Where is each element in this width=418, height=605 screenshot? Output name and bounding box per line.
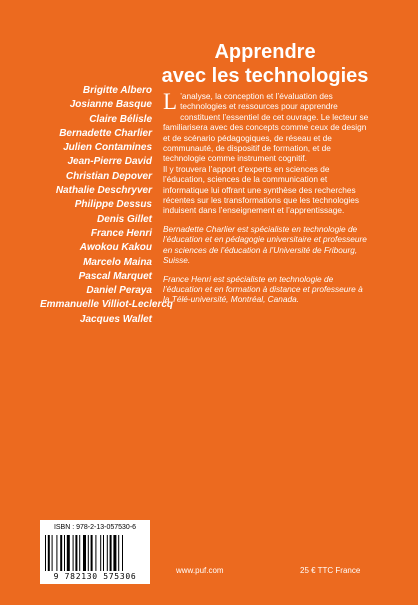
publisher-url[interactable]: www.puf.com [176, 566, 224, 575]
author-name: Brigitte Albero [82, 85, 152, 96]
author-list [40, 84, 174, 327]
author-name: Marcelo Maina [83, 256, 152, 268]
price-label: 25 € TTC France [300, 566, 361, 575]
author-name: Daniel Peraya [86, 285, 152, 297]
intro-text: ’analyse, la conception et l’évaluation des technologies et ressources pour apprendre constituent l’essentiel de cet ouvrage. Le lecteur se familiarisera avec des concepts comme ceux de design et de scénario pédagogiques, de réseau et de communauté, de dispositif de formation, et de technologie comme instrument cognitif. [163, 91, 369, 164]
description [163, 91, 371, 305]
author-name: Christian Depover [65, 170, 152, 182]
author-name: Philippe Dessus [74, 199, 152, 211]
second-paragraph: Il y trouvera l’apport d’experts en sciences de l’éducation, sciences de la communication et informatique lui offrant une synthèse des recherches récentes sur les transformations que les technologies induisent dans l’enseignement et l’apprentissage. [163, 163, 360, 216]
isbn-label: ISBN : 978-2-13-057530-6 [53, 524, 137, 531]
author-name: Josianne Basque [69, 99, 152, 111]
intro-paragraph [163, 91, 371, 164]
author-name: Jacques Wallet [79, 313, 152, 325]
author-name: Awokou Kakou [79, 242, 152, 254]
author-name: Jean-Pierre David [67, 156, 152, 168]
author-name: Emmanuelle Villiot-Leclercq [40, 299, 174, 311]
book-title-line1: Apprendre [214, 41, 316, 63]
ean-digits: 9 782130 575306 [53, 572, 137, 581]
bio-henri: France Henri est spécialiste en technologie de l’éducation et en formation à distance et professeure à la Télé-université, Montréal, Canada. [163, 273, 363, 305]
author-name: Bernadette Charlier [59, 127, 152, 139]
barcode-panel [40, 520, 150, 584]
author-name: Nathalie Deschryver [55, 185, 152, 197]
author-name: Claire Bélisle [89, 113, 152, 125]
author-name: Denis Gillet [96, 213, 152, 225]
dropcap: L [163, 89, 178, 114]
barcode [45, 535, 145, 571]
author-name: France Henri [90, 227, 152, 239]
book-title [160, 40, 370, 88]
book-title-line2: avec les technologies [161, 65, 369, 87]
author-name: Pascal Marquet [78, 270, 152, 282]
bio-charlier: Bernadette Charlier est spécialiste en technologie de l’éducation et en pédagogie universitaire et professeure en sciences de l’éducation à l’Université de Fribourg, Suisse. [163, 223, 367, 266]
author-name: Julien Contamines [63, 142, 152, 154]
